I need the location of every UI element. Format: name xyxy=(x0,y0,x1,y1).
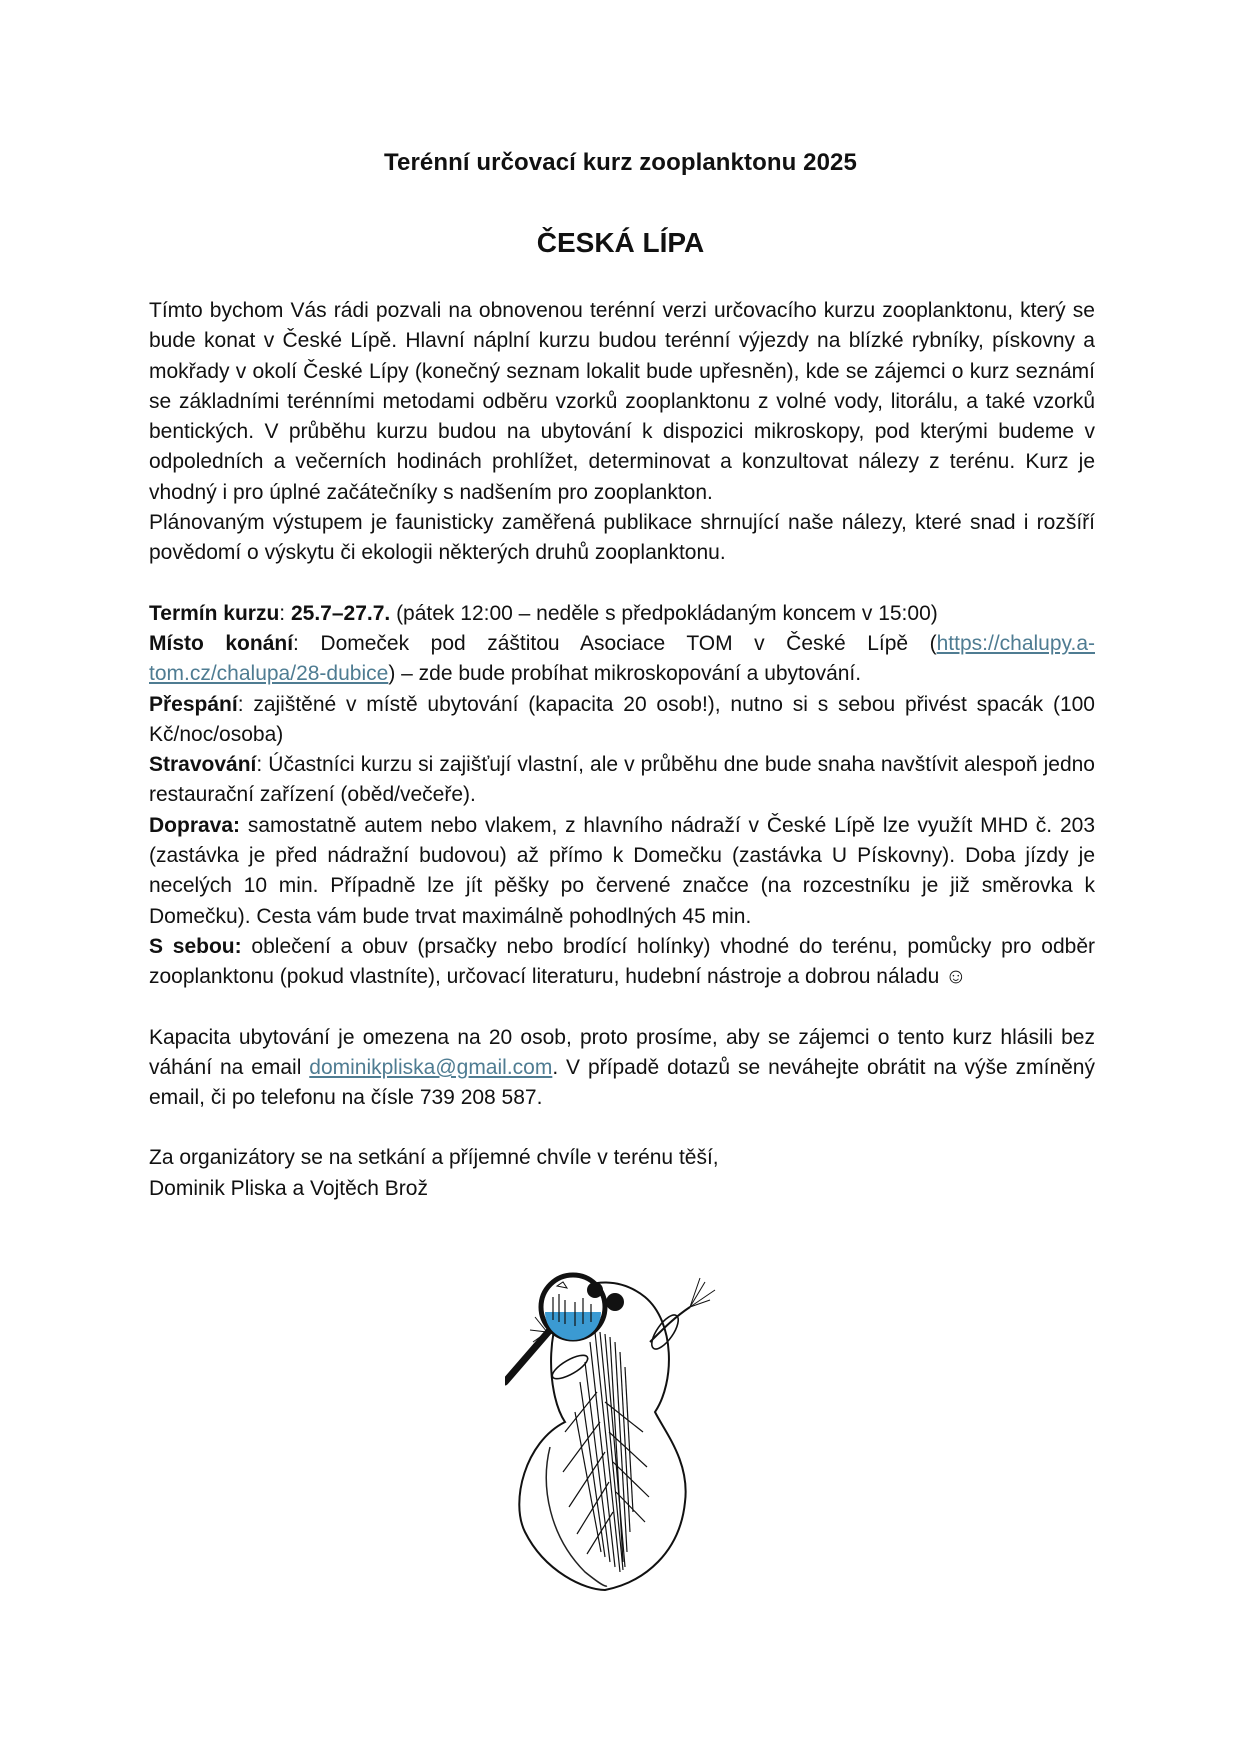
bring-label: S sebou: xyxy=(149,934,242,958)
document-body xyxy=(149,296,1095,1204)
spacer xyxy=(149,1113,1095,1143)
capacity-text-before: Kapacita ubytování je omezena na 20 osob, proto prosíme, aby se zájemci o tento kurz hlásili bez váhání na email xyxy=(149,1025,1095,1079)
place-text-after: ) – zde bude probíhat mikroskopování a ubytování. xyxy=(388,662,862,686)
place-link[interactable]: https://chalupy.a-tom.cz/chalupa/28-dubice xyxy=(149,631,1095,686)
capacity-paragraph xyxy=(149,1023,1095,1114)
page-subtitle: ČESKÁ LÍPA xyxy=(536,227,705,258)
email-link[interactable]: dominikpliska@gmail.com xyxy=(309,1055,553,1079)
food-text: : Účastníci kurzu si zajišťují vlastní, ale v průběhu dne bude snaha navštívit alespoň jedno restaurační zařízení (oběd/večeře). xyxy=(149,753,1095,807)
food-label: Stravování xyxy=(149,753,257,777)
place-line xyxy=(149,629,1095,690)
intro-paragraph: Tímto bychom Vás rádi pozvali na obnovenou terénní verzi určovacího kurzu zooplanktonu, který se bude konat v České Lípě. Hlavní náplní kurzu budou terénní výjezdy na blízké rybníky, pískovny a mokřady v okolí České Lípy (konečný seznam lokalit bude upřesněn), kde se zájemci o kurz seznámí se základními terénními metodami odběru vzorků zooplanktonu z volné vody, litorálu, a také vzorků bentických. V průběhu kurzu budou na ubytování k dispozici mikroskopy, pod kterými budeme v odpoledních a večerních hodinách prohlížet, determinovat a konzultovat nálezy z terénu. Kurz je vhodný i pro úplné začátečníky s nadšením pro zooplankton. xyxy=(149,299,1095,504)
transport-line xyxy=(149,811,1095,932)
food-line xyxy=(149,750,1095,811)
bring-line xyxy=(149,932,1095,993)
cladoceran-with-magnifier-icon xyxy=(505,1272,745,1592)
place-text-before: : Domeček pod záštitou Asociace TOM v České Lípě ( xyxy=(293,631,937,655)
term-text: (pátek 12:00 – neděle s předpokládaným koncem v 15:00) xyxy=(390,601,938,625)
sleep-line xyxy=(149,690,1095,751)
term-label: Termín kurzu xyxy=(149,601,280,625)
transport-text: samostatně autem nebo vlakem, z hlavního nádraží v České Lípě lze využít MHD č. 203 (zastávka je před nádražní budovou) až přímo k Domečku (zastávka U Pískovny). Doba jízdy je necelých 10 min. Případně lze jít pěšky po červené značce (na rozcestníku je již směrovka k Domečku). Cesta vám bude trvat maximálně pohodlných 45 min. xyxy=(149,813,1095,928)
capacity-text-after: . V případě dotazů se neváhejte obrátit na výše zmíněný email, či po telefonu na čísle 739 208 587. xyxy=(149,1055,1095,1110)
term-line xyxy=(149,599,1095,629)
bring-text: oblečení a obuv (prsačky nebo brodící holínky) vhodné do terénu, pomůcky pro odběr zooplanktonu (pokud vlastníte), určovací literaturu, hudební nástroje a dobrou náladu ☺ xyxy=(149,934,1095,989)
place-label: Místo konání xyxy=(149,631,294,655)
page-title: Terénní určovací kurz zooplanktonu 2025 xyxy=(384,149,857,176)
signature-line: Dominik Pliska a Vojtěch Brož xyxy=(149,1176,428,1200)
spacer xyxy=(149,993,1095,1023)
intro-paragraph-output: Plánovaným výstupem je faunisticky zaměřená publikace shrnující naše nálezy, které snad i rozšíří povědomí o výskytu či ekologii některých druhů zooplanktonu. xyxy=(149,511,1095,565)
term-sep: : xyxy=(279,601,291,625)
spacer xyxy=(149,569,1095,599)
closing-line: Za organizátory se na setkání a příjemné chvíle v terénu těší, xyxy=(149,1146,719,1170)
sleep-label: Přespání xyxy=(149,692,238,716)
term-dates: 25.7–27.7. xyxy=(290,601,391,625)
transport-label: Doprava: xyxy=(149,813,241,837)
sleep-text: : zajištěné v místě ubytování (kapacita 20 osob!), nutno si s sebou přivést spacák (100 Kč/noc/osoba) xyxy=(149,692,1095,746)
